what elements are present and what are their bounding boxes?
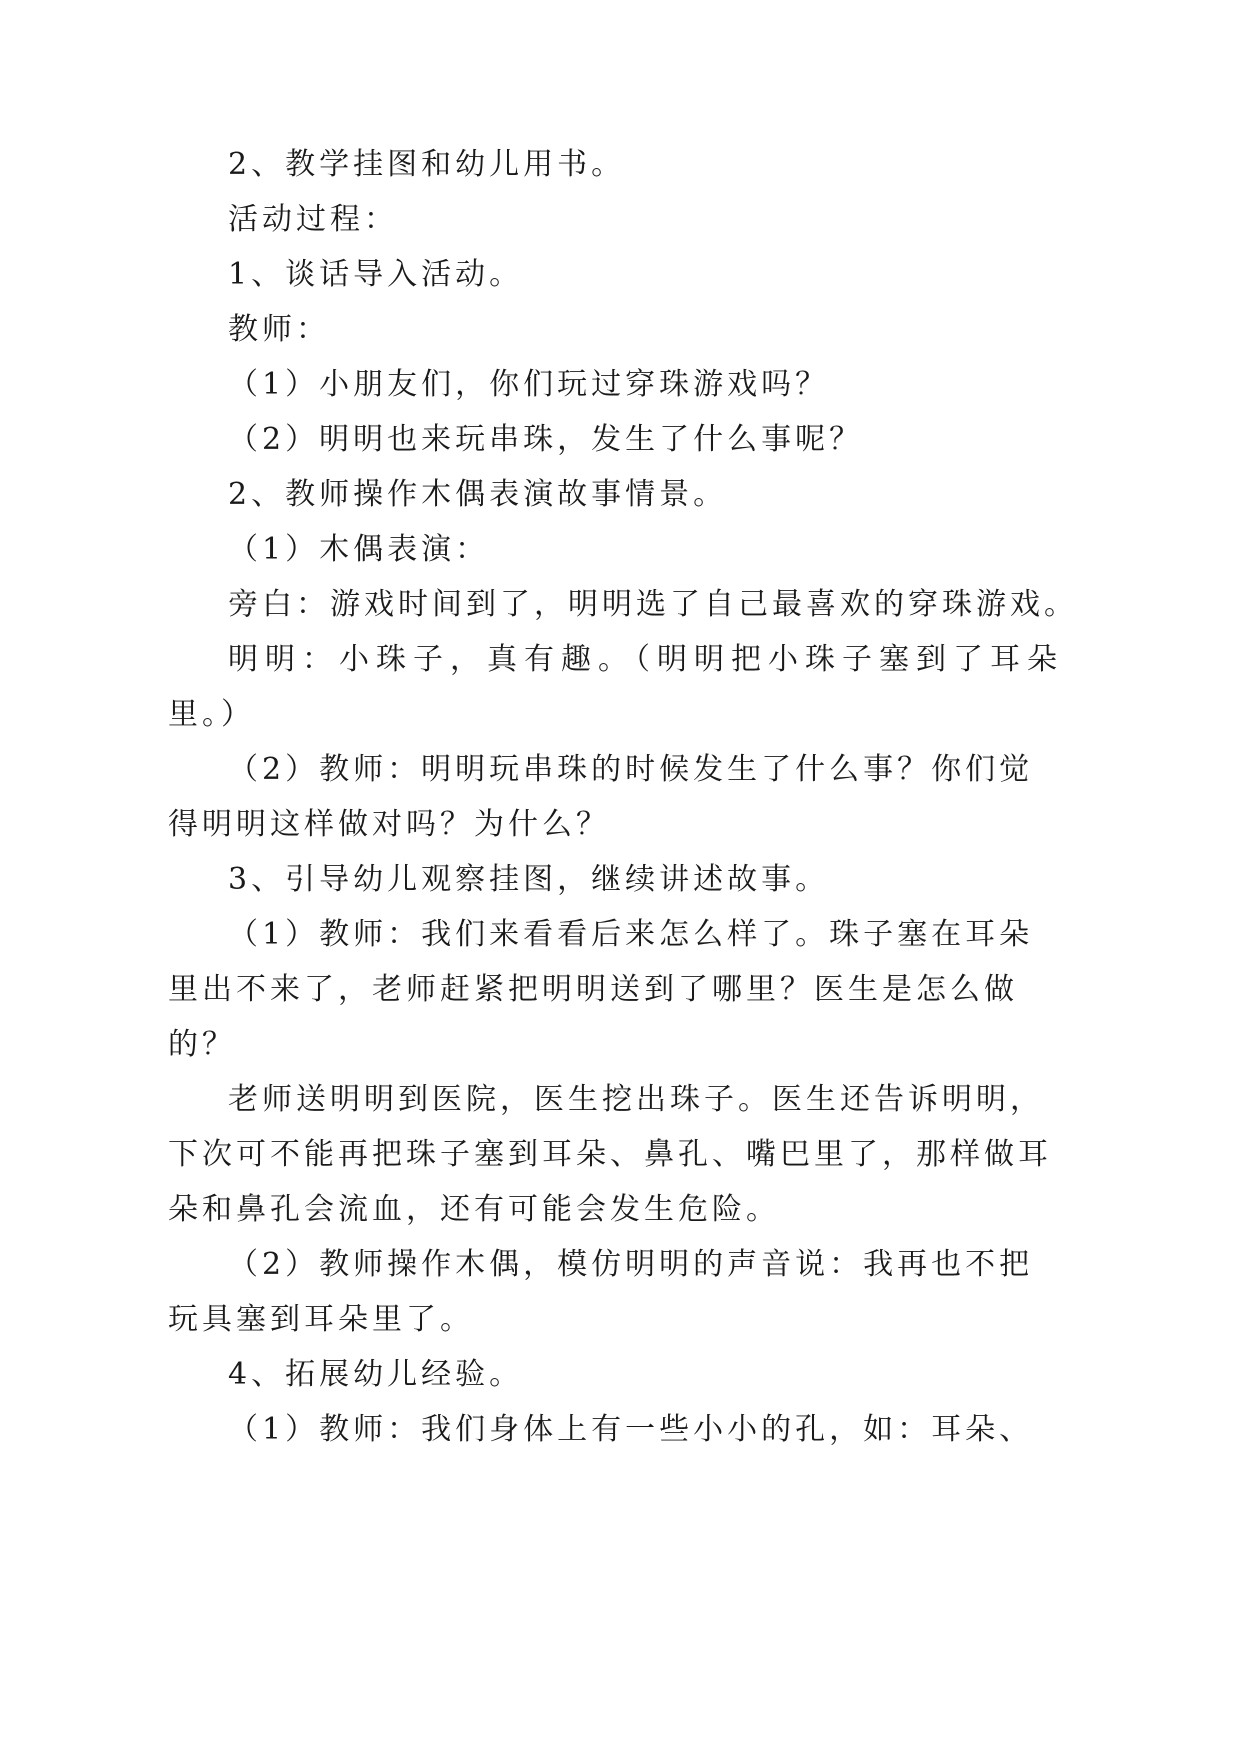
text-line-step-4-teacher: （1）教师：我们身体上有一些小小的孔，如：耳朵、 [228, 1412, 1034, 1447]
text-line-step-3: 3、引导幼儿观察挂图，继续讲述故事。 [228, 862, 830, 897]
text-line-materials-2: 2、教学挂图和幼儿用书。 [228, 147, 626, 182]
text-line-step-1: 1、谈话导入活动。 [228, 257, 524, 292]
text-line-puppet-imitation-cont: 玩具塞到耳朵里了。 [168, 1302, 474, 1337]
text-line-narration: 旁白：游戏时间到了，明明选了自己最喜欢的穿珠游戏。 [228, 587, 1078, 622]
text-line-step-3-teacher-end: 的？ [168, 1027, 236, 1062]
text-line-hospital-story-cont: 下次可不能再把珠子塞到耳朵、鼻孔、嘴巴里了，那样做耳 [168, 1137, 1052, 1172]
text-line-step-2: 2、教师操作木偶表演故事情景。 [228, 477, 728, 512]
text-line-step-4: 4、拓展幼儿经验。 [228, 1357, 524, 1392]
text-line-mingming-speech-cont: 里。） [168, 697, 255, 732]
text-line-activity-process-heading: 活动过程： [228, 202, 398, 237]
text-line-puppet-show: （1）木偶表演： [228, 532, 490, 567]
text-line-step-3-teacher: （1）教师：我们来看看后来怎么样了。珠子塞在耳朵 [228, 917, 1034, 952]
text-line-teacher-question: （2）教师：明明玩串珠的时候发生了什么事？你们觉 [228, 752, 1034, 787]
text-line-mingming-speech: 明明：小珠子，真有趣。（明明把小珠子塞到了耳朵 [228, 642, 1064, 677]
text-line-step-3-teacher-cont: 里出不来了，老师赶紧把明明送到了哪里？医生是怎么做 [168, 972, 1018, 1007]
text-line-hospital-story: 老师送明明到医院，医生挖出珠子。医生还告诉明明， [228, 1082, 1044, 1117]
text-line-teacher-question-cont: 得明明这样做对吗？为什么？ [168, 807, 610, 842]
text-line-puppet-imitation: （2）教师操作木偶，模仿明明的声音说：我再也不把 [228, 1247, 1034, 1282]
text-line-question-1: （1）小朋友们，你们玩过穿珠游戏吗？ [228, 367, 830, 402]
text-line-teacher-label: 教师： [228, 312, 330, 347]
text-line-question-2: （2）明明也来玩串珠，发生了什么事呢？ [228, 422, 864, 457]
text-line-hospital-story-end: 朵和鼻孔会流血，还有可能会发生危险。 [168, 1192, 780, 1227]
